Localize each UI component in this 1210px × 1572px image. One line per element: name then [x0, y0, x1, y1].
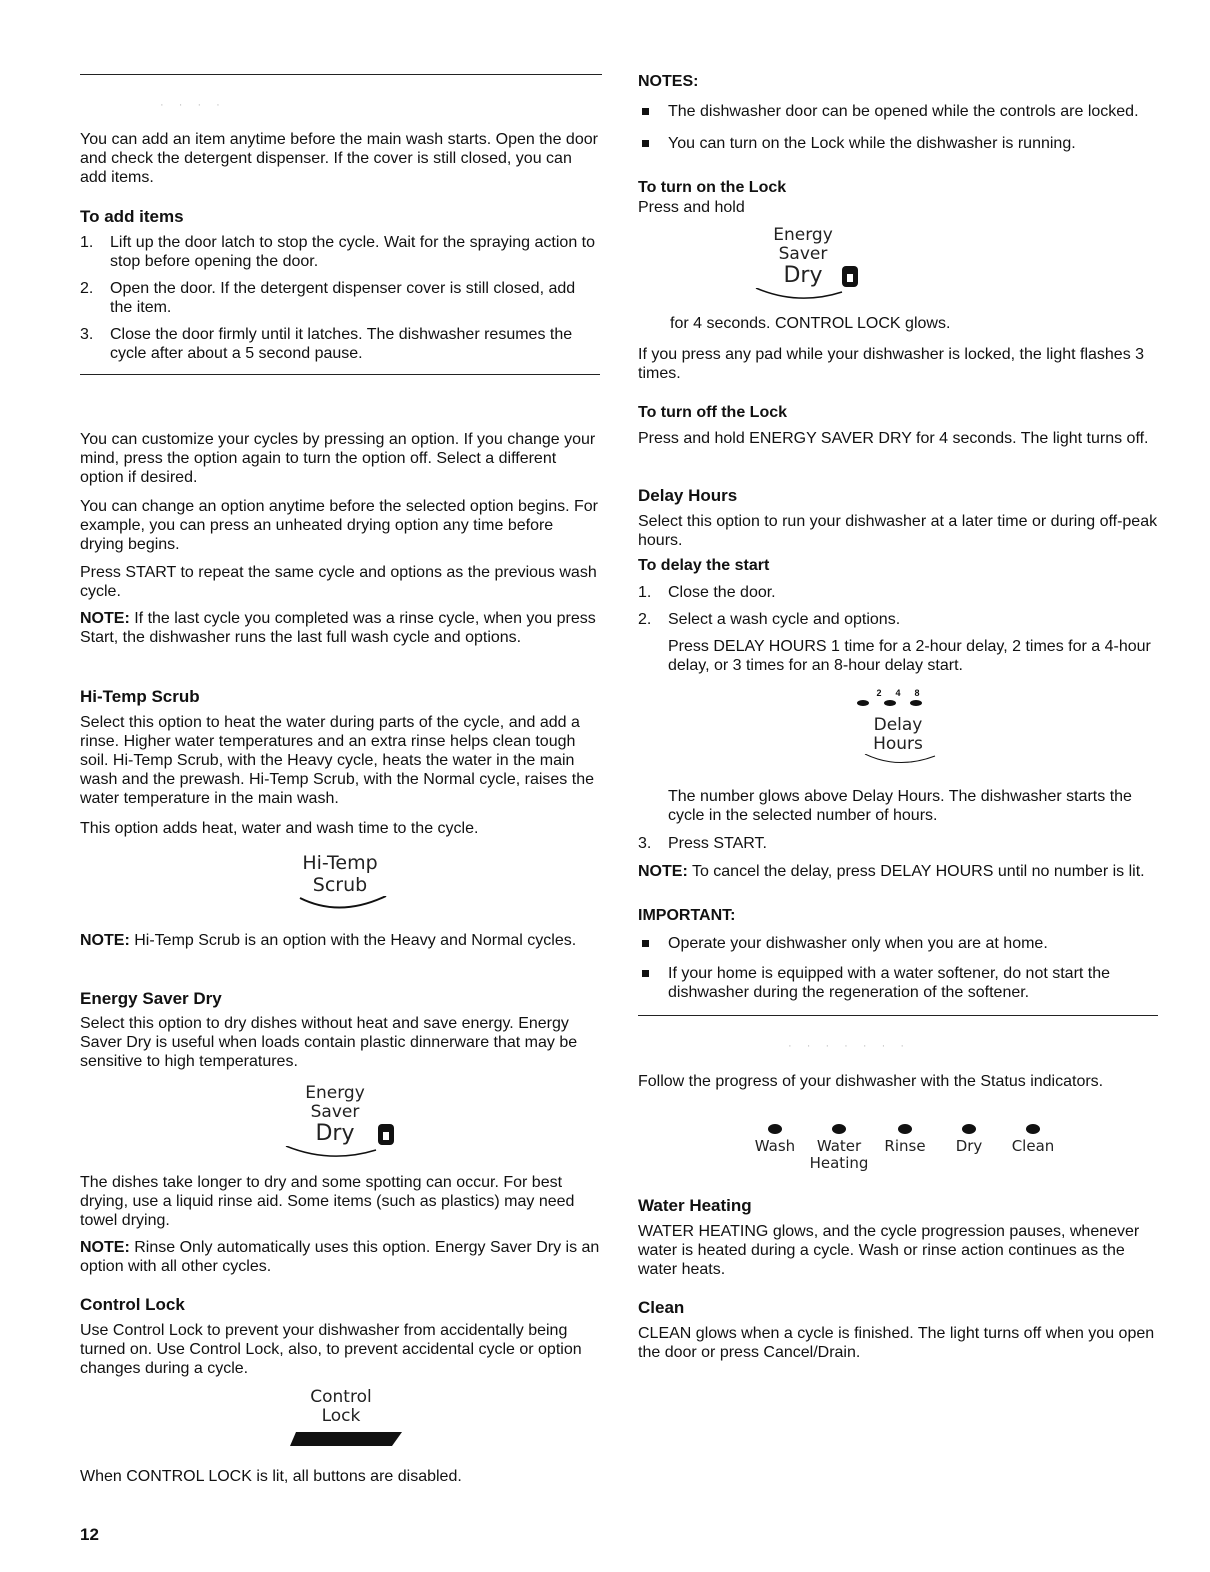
- lock-on-after: for 4 seconds. CONTROL LOCK glows.: [670, 315, 951, 332]
- status-intro: Follow the progress of your dishwasher with the Status indicators.: [638, 1073, 1104, 1090]
- hitemp-button-label-1: Hi-Temp: [302, 852, 378, 874]
- status-wash: Wash: [744, 1124, 806, 1172]
- energy-saver-dry-button[interactable]: [748, 226, 878, 304]
- delay-number-8: 8: [914, 688, 920, 698]
- water-heating-paragraph: WATER HEATING glows, and the cycle progression pauses, whenever water is heated during a cycle. Wash or rinse action continues as the water heats.: [638, 1223, 1140, 1278]
- list-item: 1. Close the door.: [638, 584, 776, 601]
- list-item: 2. Select a wash cycle and options.: [638, 611, 901, 628]
- notes-list: [638, 102, 1158, 153]
- button-swoosh-icon: [843, 754, 953, 768]
- hitemp-note: NOTE: Hi-Temp Scrub is an option with the Heavy and Normal cycles.: [80, 932, 577, 949]
- control-lock-heading: Control Lock: [80, 1295, 185, 1314]
- esd-note: NOTE: Rinse Only automatically uses this option. Energy Saver Dry is an option with all other cycles.: [80, 1239, 600, 1275]
- delay-glow-paragraph: The number glows above Delay Hours. The dishwasher starts the cycle in the selected number of hours.: [668, 788, 1132, 824]
- lock-bar-icon: [280, 1430, 402, 1448]
- esd-button-label-3: Dry: [315, 1121, 355, 1146]
- options-paragraph-2: You can change an option anytime before the selected option begins. For example, you can press an unheated drying option any time before drying begins.: [80, 498, 598, 553]
- esd-paragraph-2: The dishes take longer to dry and some spotting can occur. For best drying, use a liquid rinse aid. Some items (such as plastics) may need towel drying.: [80, 1174, 575, 1229]
- esd-heading: Energy Saver Dry: [80, 989, 222, 1008]
- options-note: NOTE: If the last cycle you completed was a rinse cycle, when you press Start, the dishwasher runs the last full wash cycle and options.: [80, 610, 596, 646]
- lock-on-heading: To turn on the Lock: [638, 179, 787, 196]
- indicator-light-icon: [768, 1124, 782, 1134]
- add-items-heading: To add items: [80, 207, 184, 226]
- list-item: The dishwasher door can be opened while the controls are locked.: [638, 102, 1158, 121]
- delay-paragraph: Select this option to run your dishwasher at a later time or during off-peak hours.: [638, 513, 1158, 549]
- lock-icon: [840, 262, 860, 288]
- delay-step-3: [638, 834, 1158, 853]
- lock-icon: [376, 1120, 396, 1146]
- list-item: 3. Close the door firmly until it latches. The dishwasher resumes the cycle after about a 5 second pause.: [80, 326, 573, 362]
- hitemp-paragraph-2: This option adds heat, water and wash time to the cycle.: [80, 820, 479, 837]
- button-swoosh-icon: [748, 288, 878, 304]
- page-number: 12: [80, 1525, 99, 1544]
- status-rinse: Rinse: [872, 1124, 938, 1172]
- faded-heading-mark: · · · ·: [160, 99, 226, 111]
- control-lock-indicator: [280, 1388, 402, 1448]
- control-lock-paragraph-1: Use Control Lock to prevent your dishwasher from accidentally being turned on. Use Control Lock, also, to prevent accidental cycle or option changes during a cycle.: [80, 1322, 582, 1377]
- important-list: [638, 934, 1158, 1002]
- list-item: 2. Open the door. If the detergent dispenser cover is still closed, add the item.: [80, 280, 576, 316]
- indicator-light-icon: [1026, 1124, 1040, 1134]
- bullet-icon: [642, 108, 649, 115]
- lock-on-paragraph: Press and hold: [638, 199, 745, 216]
- delay-start-heading: To delay the start: [638, 557, 770, 574]
- status-clean: Clean: [1000, 1124, 1066, 1172]
- control-lock-label-2: Lock: [321, 1406, 361, 1426]
- delay-button-label-2: Hours: [873, 734, 923, 754]
- delay-heading: Delay Hours: [638, 486, 738, 505]
- options-paragraph-1: You can customize your cycles by pressing an option. If you change your mind, press the option again to turn the option off. Select a different option if desired.: [80, 431, 596, 486]
- delay-steps: [638, 583, 1158, 629]
- faded-heading-mark: · · · · · · ·: [788, 1040, 910, 1052]
- lock-off-heading: To turn off the Lock: [638, 404, 788, 421]
- indicator-light-icon: [832, 1124, 846, 1134]
- delay-note: NOTE: To cancel the delay, press DELAY HOURS until no number is lit.: [638, 863, 1145, 880]
- esd-button-label-1: Energy: [773, 225, 833, 245]
- control-lock-paragraph-2: When CONTROL LOCK is lit, all buttons are disabled.: [80, 1468, 462, 1485]
- section-rule: [80, 374, 600, 375]
- hitemp-paragraph-1: Select this option to heat the water during parts of the cycle, and add a rinse. Higher water temperatures and an extra rinse helps clean tough soil. Hi-Temp Scrub, with the Heavy cycle, heats the water in the main wash and the prewash. Hi-Temp Scrub, with the Normal cycle, raises the water temperature in the main wash.: [80, 714, 594, 807]
- bullet-icon: [642, 940, 649, 947]
- important-heading: IMPORTANT:: [638, 907, 736, 924]
- section-rule: [638, 1015, 1158, 1016]
- notes-heading: NOTES:: [638, 73, 699, 90]
- options-paragraph-3: Press START to repeat the same cycle and options as the previous wash cycle.: [80, 564, 597, 600]
- section-rule-top: [80, 74, 602, 75]
- delay-number-4: 4: [895, 688, 901, 698]
- esd-button-label-1: Energy: [305, 1083, 365, 1103]
- energy-saver-dry-button[interactable]: [280, 1084, 410, 1162]
- clean-heading: Clean: [638, 1298, 685, 1317]
- lock-off-paragraph: Press and hold ENERGY SAVER DRY for 4 seconds. The light turns off.: [638, 430, 1149, 447]
- list-item: You can turn on the Lock while the dishwasher is running.: [638, 134, 1158, 153]
- list-item: 3. Press START.: [638, 835, 767, 852]
- bullet-icon: [642, 970, 649, 977]
- delay-number-row: [843, 688, 953, 698]
- status-water-heating: Water Heating: [806, 1124, 872, 1172]
- esd-button-label-3: Dry: [783, 263, 823, 288]
- delay-button-label-1: Delay: [873, 715, 923, 735]
- button-swoosh-icon: [280, 896, 400, 916]
- delay-hours-button[interactable]: [843, 688, 953, 768]
- list-item: Operate your dishwasher only when you are at home.: [638, 934, 1158, 953]
- delay-step2-sub: Press DELAY HOURS 1 time for a 2-hour delay, 2 times for a 4-hour delay, or 3 times for an 8-hour delay start.: [668, 638, 1151, 674]
- clean-paragraph: CLEAN glows when a cycle is finished. The light turns off when you open the door or press Cancel/Drain.: [638, 1325, 1155, 1361]
- esd-paragraph-1: Select this option to dry dishes without heat and save energy. Energy Saver Dry is useful when loads contain plastic dinnerware that may be sensitive to high temperatures.: [80, 1015, 578, 1070]
- delay-indicator-dots-icon: [843, 698, 953, 708]
- status-indicators: [744, 1124, 1066, 1172]
- button-swoosh-icon: [280, 1146, 410, 1162]
- esd-button-label-2: Saver: [778, 244, 828, 264]
- status-dry: Dry: [938, 1124, 1000, 1172]
- list-item: If your home is equipped with a water softener, do not start the dishwasher during the regeneration of the softener.: [638, 964, 1158, 1002]
- delay-number-2: 2: [876, 688, 882, 698]
- control-lock-label-1: Control: [310, 1387, 372, 1407]
- indicator-light-icon: [898, 1124, 912, 1134]
- add-items-steps: [80, 233, 600, 363]
- water-heating-heading: Water Heating: [638, 1196, 752, 1215]
- lock-on-paragraph-2: If you press any pad while your dishwasher is locked, the light flashes 3 times.: [638, 346, 1145, 382]
- list-item: 1. Lift up the door latch to stop the cycle. Wait for the spraying action to stop before opening the door.: [80, 234, 595, 270]
- hitemp-scrub-button[interactable]: [280, 852, 400, 916]
- hitemp-button-label-2: Scrub: [312, 874, 368, 896]
- bullet-icon: [642, 140, 649, 147]
- esd-button-label-2: Saver: [310, 1102, 360, 1122]
- indicator-light-icon: [962, 1124, 976, 1134]
- add-items-intro: You can add an item anytime before the main wash starts. Open the door and check the detergent dispenser. If the cover is still closed, you can add items.: [80, 131, 598, 186]
- hitemp-heading: Hi-Temp Scrub: [80, 687, 200, 706]
